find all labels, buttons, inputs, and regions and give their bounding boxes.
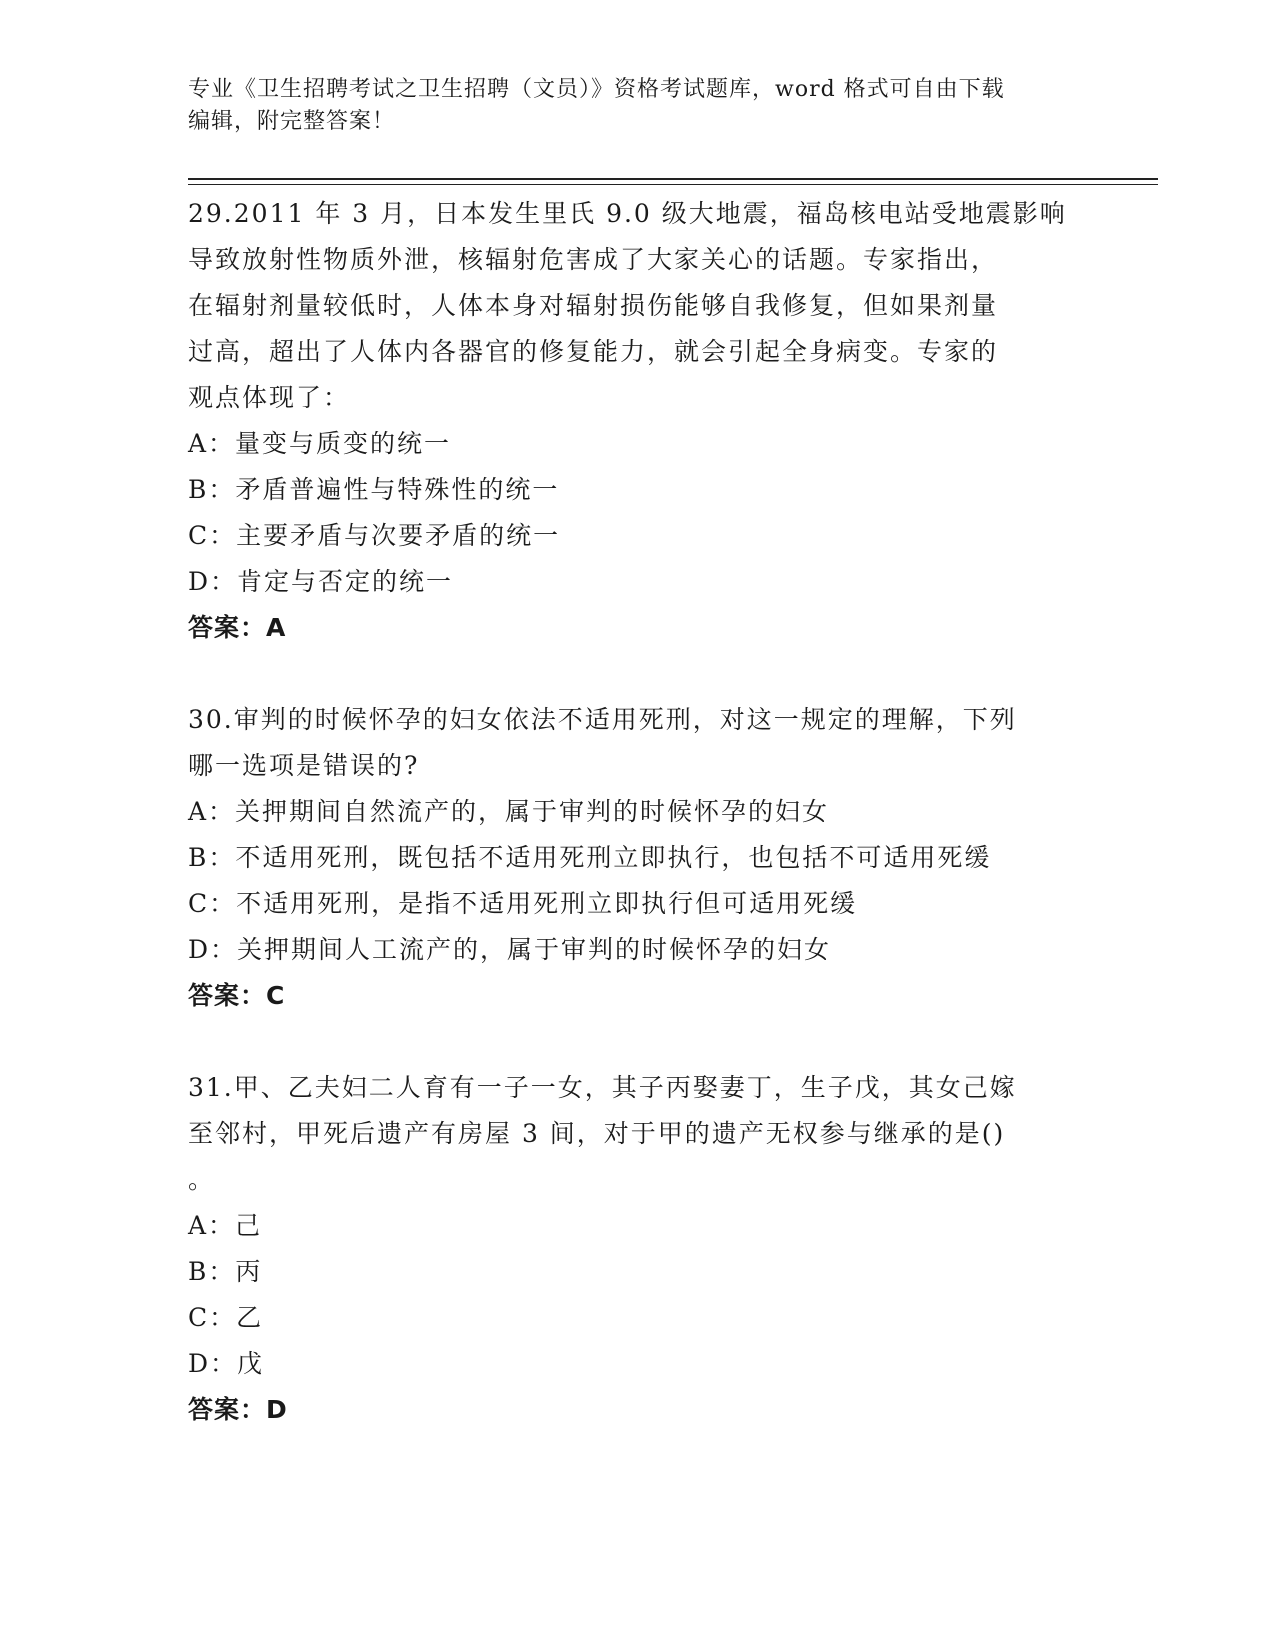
- option-c: C：主要矛盾与次要矛盾的统一: [188, 521, 561, 550]
- question-stem-line: 30.审判的时候怀孕的妇女依法不适用死刑，对这一规定的理解，下列: [188, 705, 1017, 734]
- question-stem-line: 29.2011 年 3 月，日本发生里氏 9.0 级大地震，福岛核电站受地震影响: [188, 199, 1067, 228]
- answer-line: 答案：C: [188, 981, 286, 1010]
- option-c: C：乙: [188, 1303, 264, 1332]
- question-29: [188, 191, 1088, 651]
- question-stem-line: 在辐射剂量较低时，人体本身对辐射损伤能够自我修复，但如果剂量: [188, 291, 999, 320]
- option-b: B：不适用死刑，既包括不适用死刑立即执行，也包括不可适用死缓: [188, 843, 992, 872]
- option-d: D：肯定与否定的统一: [188, 567, 454, 596]
- question-stem-line: 至邻村，甲死后遗产有房屋 3 间，对于甲的遗产无权参与继承的是(): [188, 1119, 1006, 1148]
- question-stem-line: 。: [188, 1165, 216, 1194]
- header-line-2: 编辑，附完整答案！: [188, 109, 396, 134]
- question-stem-line: 31.甲、乙夫妇二人育有一子一女，其子丙娶妻丁，生子戊，其女己嫁: [188, 1073, 1017, 1102]
- question-list: [188, 191, 1088, 1479]
- question-stem-line: 观点体现了：: [188, 383, 351, 412]
- option-b: B：矛盾普遍性与特殊性的统一: [188, 475, 560, 504]
- option-d: D：关押期间人工流产的，属于审判的时候怀孕的妇女: [188, 935, 832, 964]
- answer-line: 答案：D: [188, 1395, 288, 1424]
- document-header: [188, 74, 1068, 138]
- option-a: A：量变与质变的统一: [188, 429, 452, 458]
- question-stem-line: 哪一选项是错误的?: [188, 751, 420, 780]
- option-a: A：己: [188, 1211, 263, 1240]
- question-31: [188, 1065, 1088, 1433]
- option-c: C：不适用死刑，是指不适用死刑立即执行但可适用死缓: [188, 889, 858, 918]
- option-d: D：戊: [188, 1349, 265, 1378]
- option-b: B：丙: [188, 1257, 263, 1286]
- header-line-1: 专业《卫生招聘考试之卫生招聘（文员）》资格考试题库，word 格式可自由下载: [188, 77, 1005, 102]
- header-divider-thin: [188, 184, 1158, 185]
- question-stem-line: 导致放射性物质外泄，核辐射危害成了大家关心的话题。专家指出，: [188, 245, 999, 274]
- option-a: A：关押期间自然流产的，属于审判的时候怀孕的妇女: [188, 797, 830, 826]
- header-divider-thick: [188, 178, 1158, 180]
- question-30: [188, 697, 1088, 1019]
- question-stem-line: 过高，超出了人体内各器官的修复能力，就会引起全身病变。专家的: [188, 337, 999, 366]
- answer-line: 答案：A: [188, 613, 287, 642]
